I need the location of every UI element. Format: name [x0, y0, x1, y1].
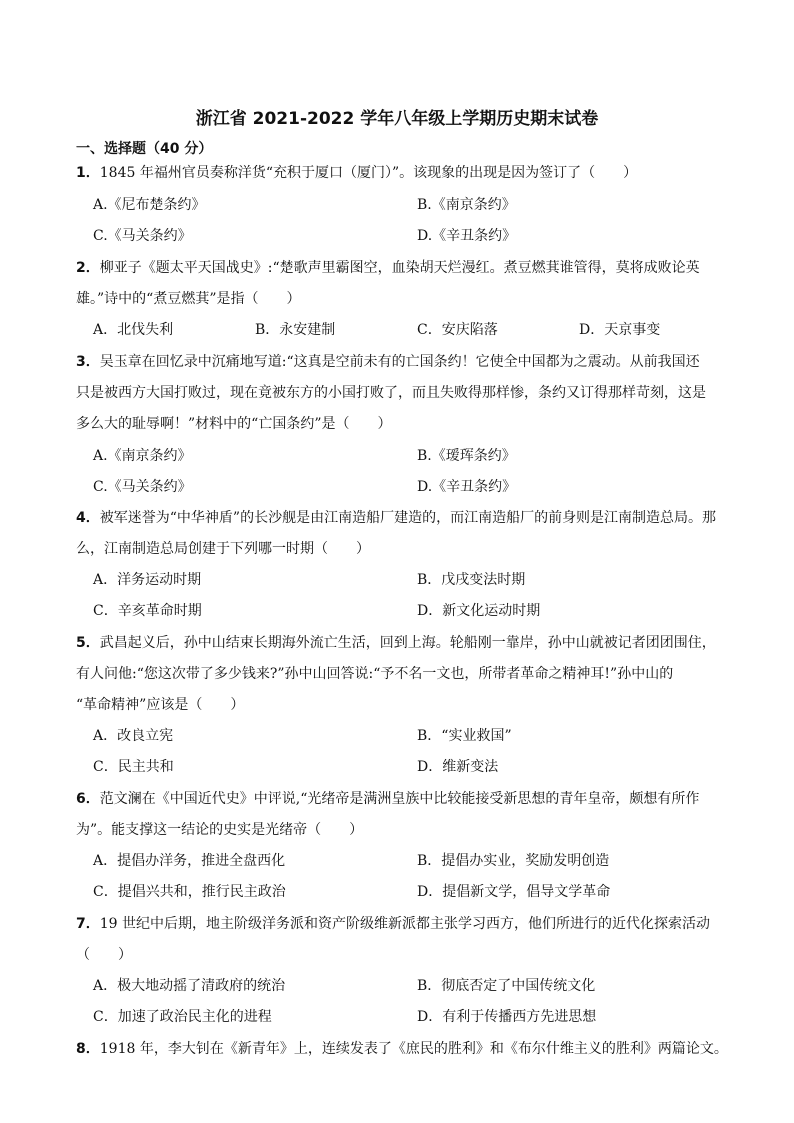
- question-4-line-2: 么，江南制造总局创建于下列哪一时期（ ）: [76, 541, 370, 557]
- question-3-option-b: B.《瑷珲条约》: [417, 448, 516, 464]
- question-7-line-1: 7．19 世纪中后期，地主阶级洋务派和资产阶级维新派都主张学习西方，他们所进行的近代化探索活动: [76, 916, 711, 932]
- question-3-option-d: D.《辛丑条约》: [417, 479, 517, 495]
- question-5-line-1: 5．武昌起义后，孙中山结束长期海外流亡生活，回到上海。轮船刚一靠岸，孙中山就被记者团团围住，: [76, 635, 716, 651]
- question-4-option-d: D．新文化运动时期: [417, 603, 541, 619]
- question-7-option-c: C．加速了政治民主化的进程: [93, 1009, 272, 1025]
- question-3-line-1: 3．吴玉章在回忆录中沉痛地写道:“这真是空前未有的亡国条约！它使全中国都为之震动。从前我国还: [76, 354, 700, 370]
- question-3-number: 3．: [76, 354, 100, 370]
- question-3-line-3: 多么大的耻辱啊！”材料中的“亡国条约”是（ ）: [76, 416, 392, 432]
- question-2-option-b: B．永安建制: [255, 322, 336, 338]
- question-4-line-1: 4．被军迷誉为“中华神盾”的长沙舰是由江南造船厂建造的，而江南造船厂的前身则是江南制造总局。那: [76, 510, 717, 526]
- exam-title: 浙江省 2021-2022 学年八年级上学期历史期末试卷: [195, 109, 599, 129]
- question-2-option-c: C．安庆陷落: [417, 322, 498, 338]
- question-2-line-2: 雄。”诗中的“煮豆燃萁”是指（ ）: [76, 291, 301, 307]
- question-1-option-b: B.《南京条约》: [417, 197, 516, 213]
- question-6-option-d: D．提倡新文学，倡导文学革命: [417, 884, 611, 900]
- question-2-option-a: A．北伐失利: [93, 322, 174, 338]
- question-4-option-c: C．辛亥革命时期: [93, 603, 202, 619]
- question-5-option-b: B．“实业救国”: [417, 728, 512, 744]
- question-4-option-a: A．洋务运动时期: [93, 572, 202, 588]
- question-2-option-d: D．天京事变: [579, 322, 661, 338]
- question-6-line-1: 6．范文澜在《中国近代史》中评说,“光绪帝是满洲皇族中比较能接受新思想的青年皇帝，颇想有所作: [76, 791, 700, 807]
- question-3-option-c: C.《马关条约》: [93, 479, 192, 495]
- question-3-option-a: A.《南京条约》: [93, 448, 192, 464]
- section-heading: 一、选择题（40 分）: [76, 141, 213, 157]
- question-1-option-d: D.《辛丑条约》: [417, 228, 517, 244]
- question-6-option-a: A．提倡办洋务，推进全盘西化: [93, 853, 286, 869]
- question-7-option-d: D．有利于传播西方先进思想: [417, 1009, 597, 1025]
- question-8-number: 8．: [76, 1041, 100, 1057]
- question-1-option-a: A.《尼布楚条约》: [93, 197, 206, 213]
- question-1-number: 1．: [76, 165, 100, 181]
- question-4-option-b: B．戊戌变法时期: [417, 572, 526, 588]
- question-7-option-b: B．彻底否定了中国传统文化: [417, 978, 596, 994]
- question-7-line-2: （ ）: [76, 947, 132, 963]
- question-7-number: 7．: [76, 916, 100, 932]
- question-5-option-d: D．维新变法: [417, 759, 499, 775]
- question-3-line-2: 只是被西方大国打败过，现在竟被东方的小国打败了，而且失败得那样惨，条约又订得那样苛刻，这是: [76, 385, 706, 401]
- question-6-number: 6．: [76, 791, 100, 807]
- question-1-line-1: 1．1845 年福州官员奏称洋货“充积于厦口（厦门）”。该现象的出现是因为签订了（ ）: [76, 165, 638, 181]
- question-8-line-1: 8．1918 年，李大钊在《新青年》上，连续发表了《庶民的胜利》和《布尔什维主义的胜利》两篇论文。: [76, 1041, 728, 1057]
- question-4-number: 4．: [76, 510, 100, 526]
- question-6-option-c: C．提倡兴共和，推行民主政治: [93, 884, 286, 900]
- question-5-line-2: 有人问他:“您这次带了多少钱来?”孙中山回答说:“予不名一文也，所带者革命之精神耳!”孙中山的: [76, 666, 674, 682]
- question-5-option-a: A．改良立宪: [93, 728, 174, 744]
- question-5-number: 5．: [76, 635, 100, 651]
- question-7-option-a: A．极大地动摇了清政府的统治: [93, 978, 286, 994]
- question-6-option-b: B．提倡办实业，奖励发明创造: [417, 853, 610, 869]
- question-5-option-c: C．民主共和: [93, 759, 174, 775]
- question-2-line-1: 2．柳亚子《题太平天国战史》:“楚歌声里霸图空，血染胡天烂漫红。煮豆燃萁谁管得，莫将成败论英: [76, 260, 700, 276]
- question-5-line-3: “革命精神”应该是（ ）: [76, 697, 245, 713]
- question-1-option-c: C.《马关条约》: [93, 228, 192, 244]
- question-2-number: 2．: [76, 260, 100, 276]
- question-6-line-2: 为”。能支撑这一结论的史实是光绪帝（ ）: [76, 822, 364, 838]
